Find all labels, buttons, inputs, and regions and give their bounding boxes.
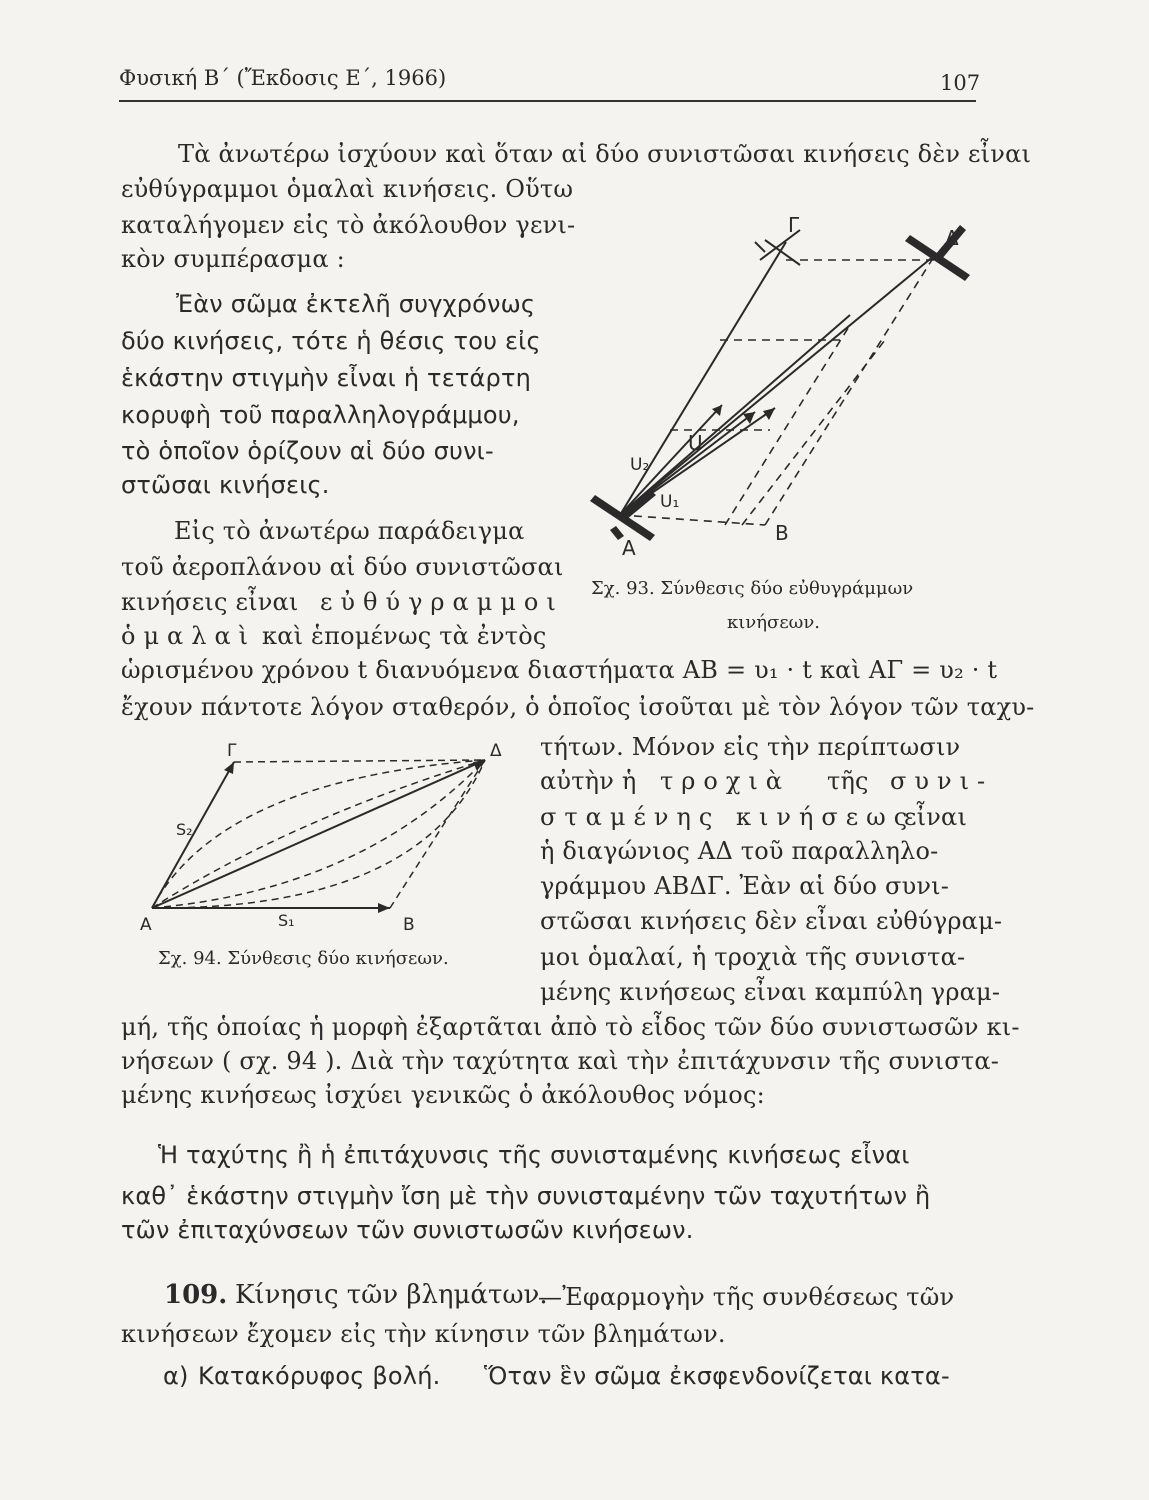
page-number: 107	[940, 71, 981, 95]
fig94-label-S2: S₂	[176, 820, 193, 839]
figure-94	[140, 740, 525, 940]
arrowhead-AD	[473, 760, 485, 771]
example-line-4b: καὶ ἑπομένως τὰ ἐντὸς	[262, 622, 547, 650]
subsection-text: Ὅταν ἓν σῶμα ἐκσφενδονίζεται κατα-	[484, 1362, 950, 1390]
example-line-10: ἡ διαγώνιος ΑΔ τοῦ παραλληλο-	[540, 837, 939, 865]
law1-line-1: Ἐὰν σῶμα ἐκτελῆ συγχρόνως	[176, 290, 536, 318]
example-line-4a-spaced: ὁμαλαὶ	[121, 622, 257, 650]
vector-s2	[152, 762, 234, 908]
fig93-label-A: A	[622, 536, 636, 560]
section-text-line-1: —Ἐφαρμογὴν τῆς συνθέσεως τῶν	[538, 1283, 955, 1311]
dashed-mid-1	[725, 325, 850, 525]
example-line-13: μοι ὁμαλαί, ἡ τροχιὰ τῆς συνιστα-	[540, 943, 966, 971]
fig94-label-A: A	[140, 915, 152, 935]
law1-line-6: στῶσαι κινήσεις.	[121, 471, 330, 499]
example-line-2: τοῦ ἀεροπλάνου αἱ δύο συνιστῶσαι	[121, 553, 564, 581]
section-title: Κίνησις τῶν βλημάτων.	[235, 1280, 548, 1310]
example-line-12: στῶσαι κινήσεις δὲν εἶναι εὐθύγραμ-	[540, 907, 1003, 935]
fig94-label-D: Δ	[490, 741, 502, 761]
arrowhead-s1	[378, 903, 390, 913]
arrowhead-s2	[224, 762, 234, 774]
section-text-line-2: κινήσεων ἔχομεν εἰς τὴν κίνησιν τῶν βλημάτων.	[121, 1320, 726, 1348]
fig93-label-G: Γ	[788, 213, 800, 237]
fig94-caption: Σχ. 94. Σύνθεσις δύο κινήσεων.	[158, 948, 449, 969]
example-line-15: μή, τῆς ὁποίας ἡ μορφὴ ἐξαρτᾶται ἀπὸ τὸ εἶδος τῶν δύο συνιστωσῶν κι-	[121, 1013, 1020, 1041]
example-line-3b-spaced: εὐθύγραμμοι	[320, 588, 564, 616]
fig93-label-U2: U₂	[630, 455, 650, 475]
fig94-label-S1: S₁	[278, 911, 295, 930]
subsection-title: Κατακόρυφος βολή.	[198, 1362, 441, 1390]
intro-line-1: Τὰ ἀνωτέρω ἰσχύουν καὶ ὅταν αἱ δύο συνιστῶσαι κινήσεις δὲν εἶναι	[178, 140, 1032, 168]
subsection-label: α)	[163, 1362, 189, 1390]
example-line-8d-spaced: συνι-	[890, 767, 994, 795]
intro-line-2: εὐθύγραμμοι ὁμαλαὶ κινήσεις. Οὕτω	[121, 175, 574, 203]
law2-line-2: καθ᾽ ἑκάστην στιγμὴν ἴση μὲ τὴν συνισταμένην τῶν ταχυτήτων ἢ	[121, 1182, 931, 1210]
fig93-label-D: Δ	[945, 226, 959, 250]
path-line-AD	[620, 255, 935, 515]
law1-line-3: ἑκάστην στιγμὴν εἶναι ἡ τετάρτη	[121, 364, 532, 392]
example-line-11: γράμμου ΑΒΔΓ. Ἐὰν αἱ δύο συνι-	[540, 872, 950, 900]
example-line-17: μένης κινήσεως ἰσχύει γενικῶς ὁ ἀκόλουθος νόμος:	[121, 1081, 765, 1109]
example-line-1: Εἰς τὸ ἀνωτέρω παράδειγμα	[174, 517, 525, 545]
dashed-mid-2	[742, 340, 885, 525]
example-line-9a-spaced: σταμένης κινήσεως	[540, 803, 916, 831]
law1-line-4: κορυφὴ τοῦ παραλληλογράμμου,	[121, 401, 520, 429]
example-line-5: ὡρισμένου χρόνου t διανυόμενα διαστήματα ΑΒ = υ₁ · t καὶ ΑΓ = υ₂ · t	[121, 656, 998, 684]
example-line-8a: αὐτὴν ἡ	[540, 767, 637, 795]
section-number: 109.	[164, 1280, 228, 1310]
path-line-lower	[620, 315, 850, 515]
fig93-label-U: U	[688, 431, 703, 455]
example-line-6: ἔχουν πάντοτε λόγον σταθερόν, ὁ ὁποῖος ἰσοῦται μὲ τὸν λόγον τῶν ταχυ-	[121, 693, 1035, 721]
intro-line-3: καταλήγομεν εἰς τὸ ἀκόλουθον γενι-	[121, 211, 576, 239]
example-line-3a: κινήσεις εἶναι	[121, 588, 299, 616]
figure-93	[560, 180, 990, 580]
example-line-8c: τῆς	[827, 767, 869, 795]
dashed-GD	[234, 760, 485, 762]
intro-line-4: κὸν συμπέρασμα :	[121, 245, 345, 273]
law1-line-5: τὸ ὁποῖον ὁρίζουν αἱ δύο συνι-	[121, 437, 494, 465]
header-rule	[119, 100, 976, 102]
dashed-BD	[765, 255, 935, 525]
example-line-7: τήτων. Μόνον εἰς τὴν περίπτωσιν	[540, 733, 961, 761]
fig94-label-G: Γ	[227, 741, 237, 761]
airplane-icon-A	[590, 490, 656, 541]
diagonal-AD	[152, 760, 485, 908]
law2-line-1: Ἡ ταχύτης ἢ ἡ ἐπιτάχυνσις τῆς συνισταμένης κινήσεως εἶναι	[158, 1141, 910, 1169]
fig94-label-B: B	[403, 915, 415, 935]
fig93-caption-line-2: κινήσεων.	[727, 612, 820, 633]
fig93-label-U1: U₁	[660, 492, 680, 512]
fig93-label-B: B	[775, 521, 789, 545]
running-title: Φυσική Β΄ (Ἔκδοσις Ε΄, 1966)	[119, 66, 447, 90]
law1-line-2: δύο κινήσεις, τότε ἡ θέσις του εἰς	[121, 327, 541, 355]
example-line-14: μένης κινήσεως εἶναι καμπύλη γραμ-	[540, 978, 1001, 1006]
example-line-16: νήσεων ( σχ. 94 ). Διὰ τὴν ταχύτητα καὶ τὴν ἐπιτάχυνσιν τῆς συνιστα-	[121, 1047, 1000, 1075]
fig93-caption-line-1: Σχ. 93. Σύνθεσις δύο εὐθυγράμμων	[591, 578, 914, 599]
example-line-9b: εἶναι	[904, 803, 968, 831]
law2-line-3: τῶν ἐπιταχύνσεων τῶν συνιστωσῶν κινήσεων.	[121, 1216, 694, 1244]
example-line-8b-spaced: τροχιὰ	[660, 767, 790, 795]
